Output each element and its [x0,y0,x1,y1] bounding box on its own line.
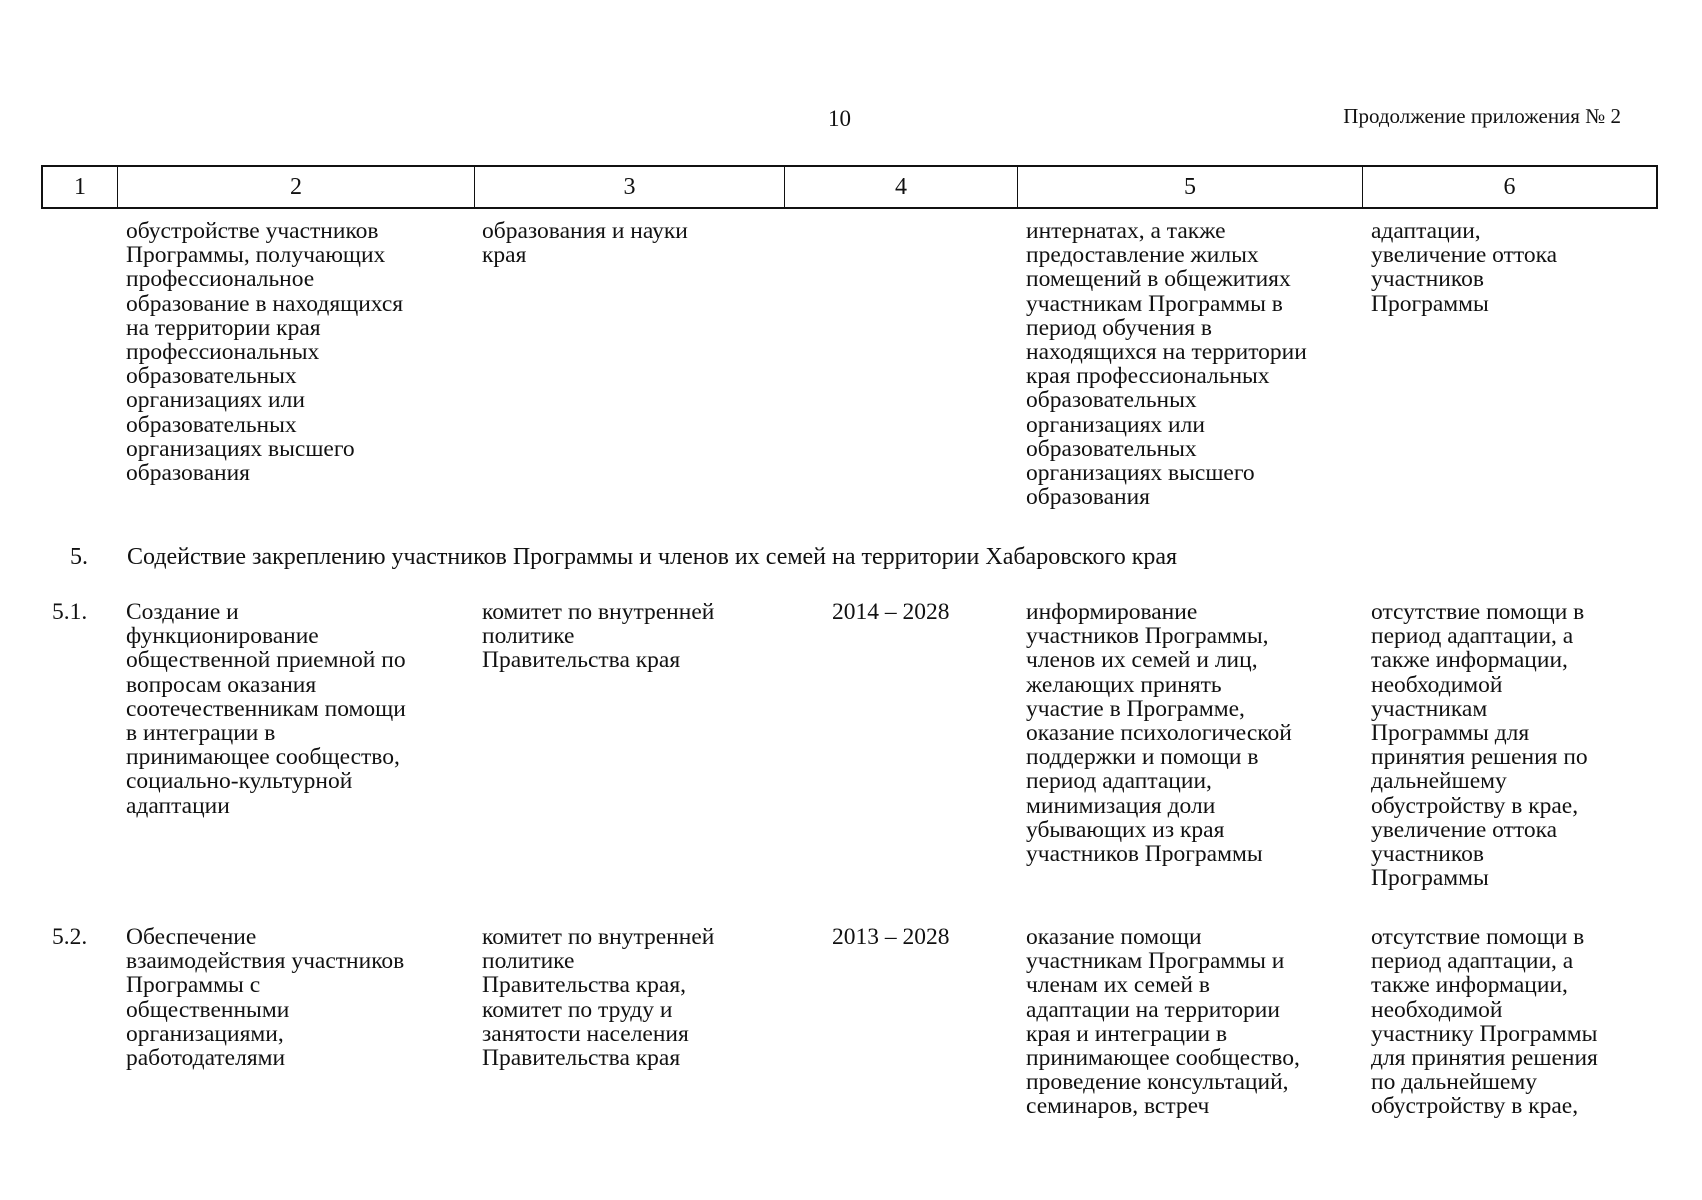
table-header [41,165,1658,209]
row-executor: комитет по внутренней политике Правительства края, комитет по труду и занятости населения Правительства края [482,924,715,1072]
row-consequence: отсутствие помощи в период адаптации, а также информации, необходимой участникам Программы для принятия решения по дальнейшему обустройству в крае, увеличение оттока участников Программы [1371,599,1588,892]
header-col-2: 2 [118,167,475,207]
row-result: оказание помощи участникам Программы и членам их семей в адаптации на территории края и интеграции в принимающее сообщество, проведение консультаций, семинаров, встреч [1026,924,1300,1120]
row-number: 5.2. [52,924,88,950]
continuation-label: Продолжение приложения № 2 [1343,104,1621,128]
row-number: 5.1. [52,599,88,625]
carryover-measure: обустройстве участников Программы, получающих профессиональное образование в находящихся на территории края профессиональных образовательных организациях или образовательных организациях высшего образования [126,218,404,487]
row-consequence: отсутствие помощи в период адаптации, а также информации, необходимой участнику Программы для принятия решения по дальнейшему обустройству в крае, [1371,924,1598,1120]
header-col-3: 3 [475,167,785,207]
page-number: 10 [828,106,851,131]
row-measure: Обеспечение взаимодействия участников Программы с общественными организациями, работодателями [126,924,405,1072]
row-period: 2014 – 2028 [832,599,950,625]
row-result: информирование участников Программы, членов их семей и лиц, желающих принять участие в Программе, оказание психологической поддержки и помощи в период адаптации, минимизация доли убывающих из края участников Программы [1026,599,1292,868]
carryover-consequence: адаптации, увеличение оттока участников Программы [1371,218,1558,317]
section-title: Содействие закреплению участников Программы и членов их семей на территории Хабаровского края [127,544,1178,570]
row-period: 2013 – 2028 [832,924,950,950]
row-measure: Создание и функционирование общественной приемной по вопросам оказания соотечественникам помощи в интеграции в принимающее сообщество, социально-культурной адаптации [126,599,406,819]
section-number: 5. [70,544,88,570]
header-col-5: 5 [1018,167,1363,207]
row-executor: комитет по внутренней политике Правительства края [482,599,715,674]
header-col-6: 6 [1503,174,1516,200]
header-col-4: 4 [785,167,1018,207]
header-col-1: 1 [43,167,118,207]
carryover-result: интернатах, а также предоставление жилых помещений в общежитиях участникам Программы в период обучения в находящихся на территории края профессиональных образовательных организациях или образовательных организациях высшего образования [1026,218,1307,511]
carryover-executor: образования и науки края [482,218,688,269]
